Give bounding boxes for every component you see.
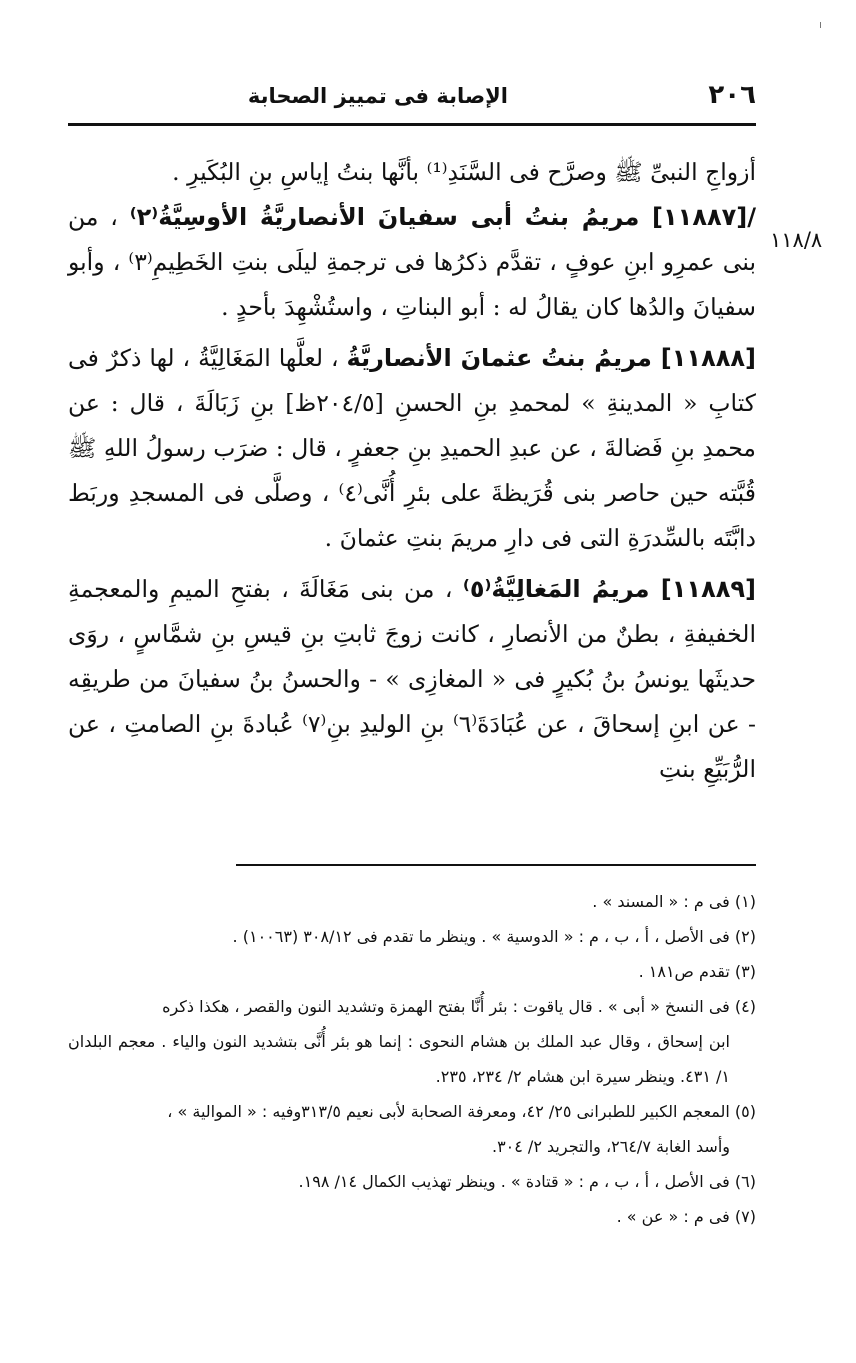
entry-heading: [١١٨٨٨] مريمُ بنتُ عثمانَ الأنصاريَّةُ (346, 344, 756, 372)
entry-text: ، من بنى عمرِو ابنِ عوفٍ ، تقدَّم ذكرُها فى ترجمةِ ليلَى بنتِ الخَطِيمِ⁽٣⁾ ، وأبو سفيانَ والدُها كان يقالُ له : أبو البناتِ ، واستُشْهِدَ بأحدٍ . (68, 203, 756, 321)
footnote (68, 1094, 756, 1164)
footnotes (68, 884, 756, 1234)
footnote-continuation: ابن إسحاق ، وقال عبد الملك بن هشام النحوى : إنما هو بئر أُنَّى بتشديد النون والياء . معجم البلدان ١/ ٤٣١. وينظر سيرة ابن هشام ٢/ ٢٣٤، ٢٣٥. (68, 1032, 730, 1086)
footnote (68, 1199, 756, 1234)
footnote-separator (236, 864, 756, 866)
running-title: الإصابة فى تمييز الصحابة (247, 84, 508, 108)
footnote-number: (٤) (734, 997, 756, 1016)
footnote-text: فى الأصل ، أ ، ب ، م : « قتادة » . وينظر تهذيب الكمال ١٤/ ١٩٨. (298, 1172, 730, 1191)
footnote-number: (٣) (734, 962, 756, 981)
page-number: ٢٠٦ (708, 80, 756, 110)
entry-11889 (68, 567, 756, 792)
footnote-text: فى م : « عن » . (616, 1207, 730, 1226)
footnote-text: فى النسخ « أبى » . قال ياقوت : بئر أُنَّا بفتح الهمزة وتشديد النون والقصر ، هكذا ذكره (162, 997, 730, 1016)
footnote-text: المعجم الكبير للطبرانى ٢٥/ ٤٢، ومعرفة الصحابة لأبى نعيم ٣١٣/٥وفيه : « الموالية » ، (167, 1102, 730, 1121)
footnote (68, 919, 756, 954)
entry-text: ، من بنى مَغَالَةَ ، بفتحِ الميمِ والمعجمةِ الخفيفةِ ، بطنٌ من الأنصارِ ، كانت زوجَ ثابتِ بنِ قيسِ بنِ شمَّاسٍ ، روَى حديثَها يونسُ بنُ بُكيرٍ فى « المغازِى » - والحسنُ بنُ سفيانَ من طريقِه - عن ابنِ إسحاقَ ، عن عُبَادَةَ⁽٦⁾ بنِ الوليدِ بنِ⁽٧⁾ عُبادةَ بنِ الصامتِ ، عن الرُّبَيِّعِ بنتِ (68, 575, 756, 783)
footnote-text: فى م : « المسند » . (592, 892, 730, 911)
header-rule (68, 123, 756, 126)
entry-heading: [١١٨٨٩] مريمُ المَغالِيَّةُ⁽٥⁾ (462, 575, 756, 603)
footnote (68, 1164, 756, 1199)
scan-mark (820, 22, 821, 28)
main-text (68, 150, 756, 792)
footnote-number: (٦) (734, 1172, 756, 1191)
footnote-text: تقدم ص١٨١ . (638, 962, 730, 981)
paragraph-continuation: أزواجِ النبىِّ ﷺ وصرَّح فى السَّنَدِ⁽¹⁾ بأنَّها بنتُ إياسِ بنِ البُكَيرِ . (172, 158, 756, 186)
entry-11887 (68, 195, 756, 330)
footnote (68, 989, 756, 1094)
entry-11888 (68, 336, 756, 561)
footnote-number: (٧) (734, 1207, 756, 1226)
entry-heading: /[١١٨٨٧] مريمُ بنتُ أبى سفيانَ الأنصاريَّةُ الأوسِيَّةُ⁽٢⁾ (129, 203, 756, 231)
footnote-text: فى الأصل ، أ ، ب ، م : « الدوسية » . وينظر ما تقدم فى ٣٠٨/١٢ (١٠٠٦٣) . (232, 927, 730, 946)
footnote-number: (٢) (734, 927, 756, 946)
footnote-number: (١) (734, 892, 756, 911)
margin-reference: ١١٨/٨ (770, 228, 823, 252)
footnote-continuation: وأسد الغابة ٢٦٤/٧، والتجريد ٢/ ٣٠٤. (491, 1137, 730, 1156)
footnote-number: (٥) (734, 1102, 756, 1121)
footnote (68, 954, 756, 989)
footnote (68, 884, 756, 919)
entry-text: ، لعلَّها المَغَالِيَّةُ ، لها ذكرٌ فى كتابِ « المدينةِ » لمحمدِ بنِ الحسنِ [٢٠٤/٥ظ] بنِ زَبَالَةَ ، قال : عن محمدِ بنِ فَضالةَ ، عن عبدِ الحميدِ بنِ جعفرٍ ، قال : ضرَب رسولُ اللهِ ﷺ قُبَّته حين حاصر بنى قُرَيظةَ على بئرِ أُنَّى⁽٤⁾ ، وصلَّى فى المسجدِ وربَط دابَّتَه بالسِّدرَةِ التى فى دارِ مريمَ بنتِ عثمانَ . (68, 344, 756, 552)
page-header (68, 80, 756, 116)
